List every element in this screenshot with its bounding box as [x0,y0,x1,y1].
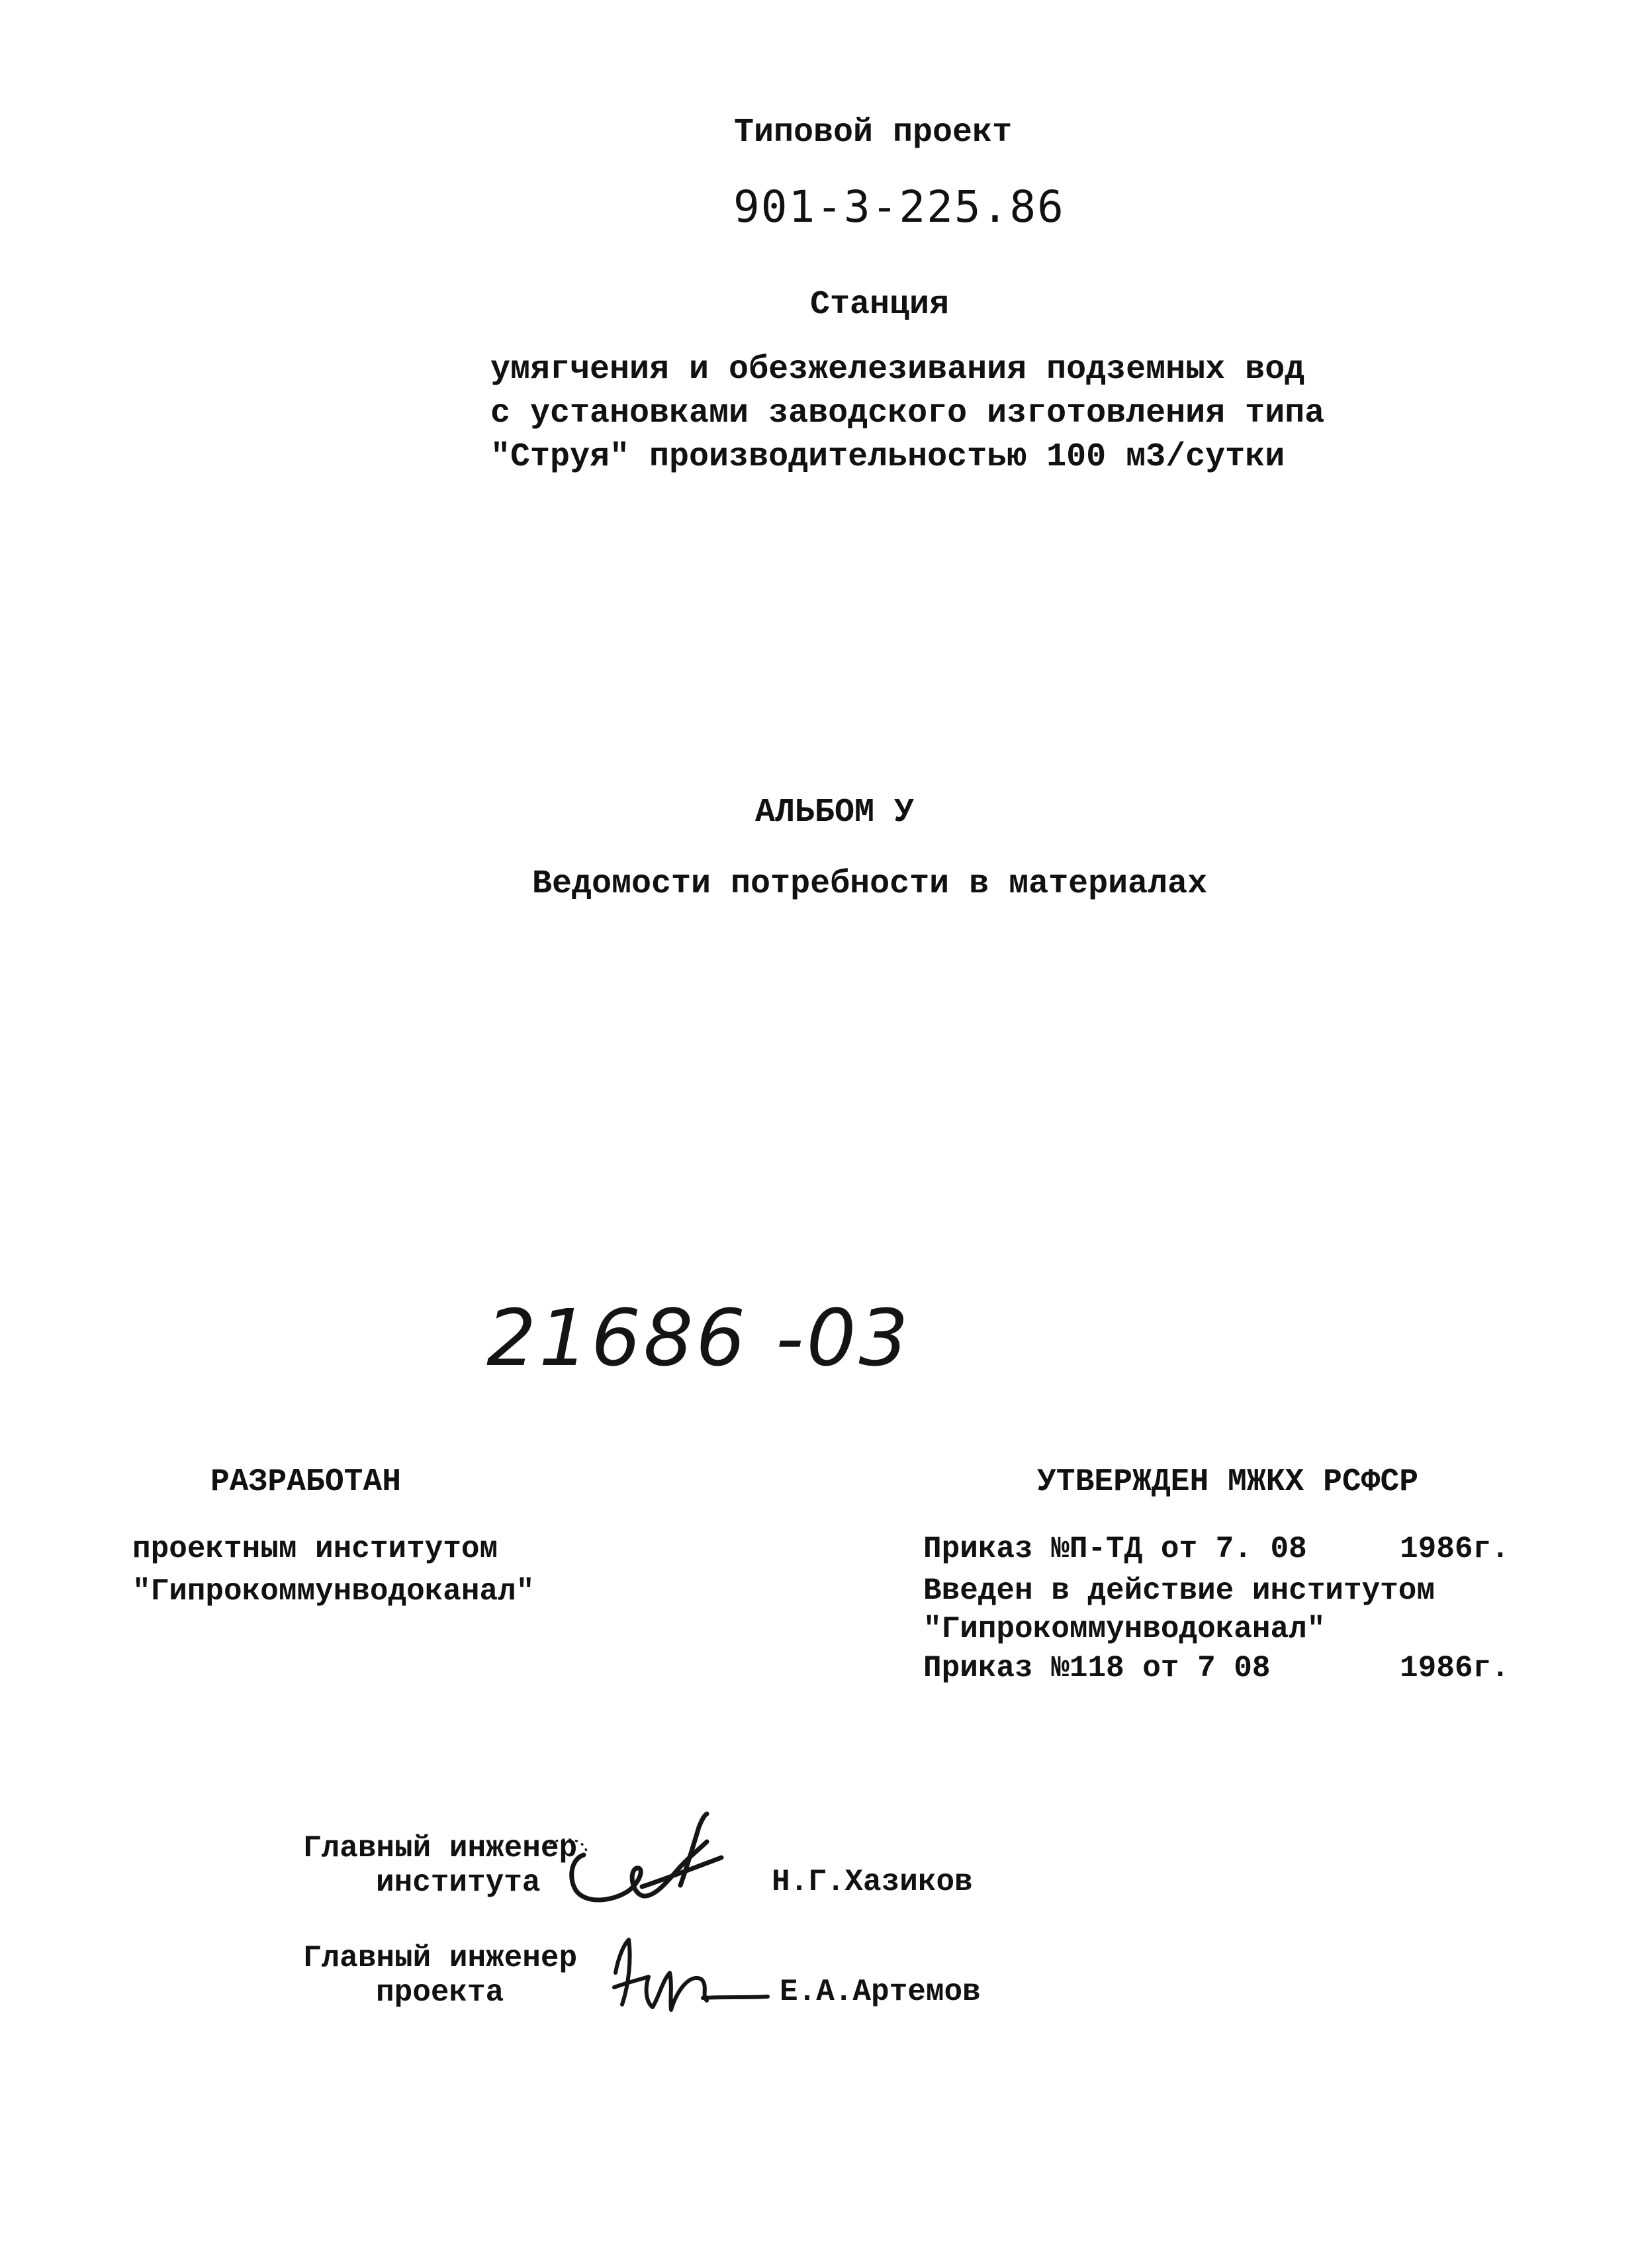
signature-block-chief-engineer-project [303,1941,577,2010]
enacted-line-2: "Гипрокоммунводоканал" [923,1612,1326,1646]
signature-khazikov [563,1807,761,1926]
developed-institute-name: "Гипрокоммунводоканал" [132,1574,535,1609]
enactment-order-year: 1986г. [1400,1651,1510,1685]
enactment-order [923,1647,1519,1689]
signature-artemov [609,1933,781,2026]
approval-order-text: Приказ №П-ТД от 7. 08 [923,1532,1307,1566]
signer-role-line: Главный инженер [303,1941,578,1975]
developed-block [132,1464,534,1613]
approved-block [923,1464,1519,1689]
developed-heading: РАЗРАБОТАН [210,1464,402,1500]
description-line-3: "Струя" производительностью 100 м3/сутки [490,438,1285,476]
enactment-order-text: Приказ №118 от 7 08 [923,1651,1271,1685]
approval-order-year: 1986г. [1400,1532,1510,1566]
description-line-1: умягчения и обезжелезивания подземных вод [490,351,1305,389]
signer-name-khazikov: Н.Г.Хазиков [772,1865,973,1899]
project-label: Типовой проект [734,114,1013,152]
signer-role-line: Главный инженер [303,1831,578,1866]
station-title: Станция [810,286,950,324]
description-line-2: с установками заводского изготовления типа [490,395,1325,432]
signature-block-chief-engineer-institute [303,1831,577,1900]
project-number: 901-3-225.86 [733,181,1065,232]
signer-name-artemov: Е.А.Артемов [780,1975,981,2009]
album-label: АЛЬБОМ У [755,794,915,831]
archive-number: 21686 -03 [486,1292,911,1384]
enacted-line-1: Введен в действие институтом [923,1574,1435,1608]
album-subtitle: Ведомости потребности в материалах [532,865,1208,903]
signer-role-line: института [376,1866,541,1900]
approval-order [923,1528,1519,1570]
approved-heading: УТВЕРЖДЕН МЖКХ РСФСР [1037,1464,1419,1500]
signer-role-line: проекта [376,1975,504,2010]
developed-institute-line: проектным институтом [132,1532,498,1566]
